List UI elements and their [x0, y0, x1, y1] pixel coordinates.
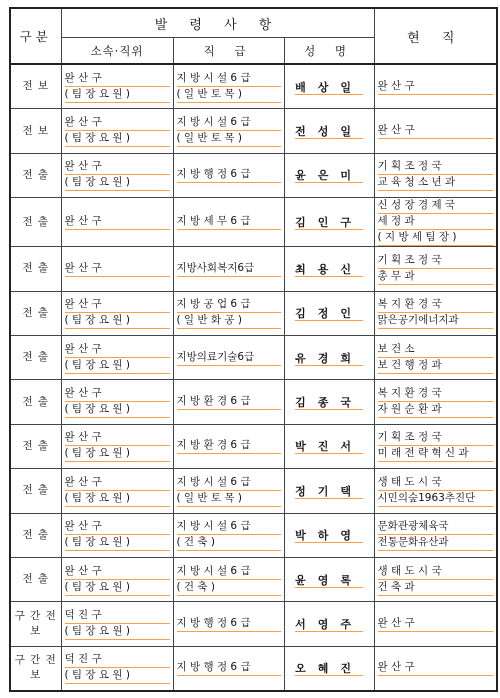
- table-row: [10, 109, 497, 153]
- row-current-position-line: 기 획 조 정 국: [378, 253, 494, 269]
- row-current-position: [374, 109, 497, 153]
- row-category: 전 출: [10, 291, 61, 335]
- row-affiliation: [61, 109, 173, 153]
- table-row: [10, 198, 497, 247]
- row-current-position-line: 시민의숲1963추진단: [378, 491, 494, 507]
- row-affiliation-line: 완 산 구: [65, 159, 170, 175]
- person-name-text: 김인구: [295, 216, 363, 230]
- person-name-text: 윤영록: [295, 573, 363, 587]
- row-grade-line: 지 방 시 설 6 급: [177, 115, 281, 131]
- header-grade: 직 급: [173, 38, 284, 65]
- row-grade: [173, 557, 284, 601]
- row-category: 전 출: [10, 198, 61, 247]
- header-affiliation: 소속·직위: [61, 38, 173, 65]
- row-grade-line: 지 방 시 설 6 급: [177, 71, 281, 87]
- row-current-position-line: 건 축 과: [378, 580, 494, 596]
- row-affiliation-line: 완 산 구: [65, 475, 170, 491]
- row-affiliation-line: ( 팀 장 요 원 ): [65, 491, 170, 507]
- table-row: [10, 469, 497, 513]
- row-affiliation-line: ( 팀 장 요 원 ): [65, 175, 170, 191]
- row-affiliation: [61, 557, 173, 601]
- header-current-position: 현 직: [374, 8, 497, 64]
- header-name: 성 명: [284, 38, 374, 65]
- person-name-text: 전성일: [295, 125, 363, 139]
- row-affiliation: [61, 424, 173, 468]
- row-person-name: [284, 646, 374, 691]
- row-category: 전 출: [10, 335, 61, 379]
- header-appointment: 발 령 사 항: [61, 8, 374, 38]
- table-row: [10, 64, 497, 109]
- person-name-text: 오혜진: [295, 662, 363, 676]
- row-person-name: [284, 602, 374, 646]
- row-grade-line: 지 방 시 설 6 급: [177, 564, 281, 580]
- header-gubun: 구분: [10, 8, 61, 64]
- row-grade: [173, 109, 284, 153]
- row-affiliation-line: 완 산 구: [65, 115, 170, 131]
- row-grade-line: 지 방 시 설 6 급: [177, 519, 281, 535]
- row-current-position-line: 완 산 구: [378, 79, 494, 95]
- row-current-position: [374, 247, 497, 291]
- row-affiliation: [61, 646, 173, 691]
- table-row: [10, 646, 497, 691]
- row-grade-line: 지 방 환 경 6 급: [177, 438, 281, 454]
- row-grade: [173, 198, 284, 247]
- row-affiliation-line: ( 팀 장 요 원 ): [65, 313, 170, 329]
- row-affiliation: [61, 602, 173, 646]
- row-person-name: [284, 198, 374, 247]
- row-category: 전 출: [10, 424, 61, 468]
- row-grade-line: ( 일 반 토 목 ): [177, 131, 281, 147]
- row-affiliation: [61, 64, 173, 109]
- row-current-position: [374, 198, 497, 247]
- row-current-position-line: 보 건 소: [378, 342, 494, 358]
- row-affiliation: [61, 469, 173, 513]
- table-row: [10, 247, 497, 291]
- row-current-position: [374, 557, 497, 601]
- row-affiliation: [61, 291, 173, 335]
- person-name-text: 서영주: [295, 617, 363, 631]
- table-row: [10, 335, 497, 379]
- row-current-position-line: 신 성 장 경 제 국: [378, 198, 494, 214]
- row-person-name: [284, 335, 374, 379]
- row-current-position-line: 보 건 행 정 과: [378, 358, 494, 374]
- row-affiliation-line: ( 팀 장 요 원 ): [65, 580, 170, 596]
- person-name-text: 유경희: [295, 351, 363, 365]
- person-name-text: 윤은미: [295, 169, 363, 183]
- row-person-name: [284, 513, 374, 557]
- row-grade-line: 지 방 환 경 6 급: [177, 394, 281, 410]
- row-current-position-line: 자 원 순 환 과: [378, 402, 494, 418]
- row-current-position: [374, 424, 497, 468]
- row-current-position-line: 복 지 환 경 국: [378, 297, 494, 313]
- row-category: 전 출: [10, 557, 61, 601]
- row-grade-line: ( 건 축 ): [177, 535, 281, 551]
- row-grade-line: 지방의료기술6급: [177, 350, 281, 366]
- table-row: [10, 153, 497, 197]
- row-person-name: [284, 153, 374, 197]
- row-grade: [173, 469, 284, 513]
- row-person-name: [284, 109, 374, 153]
- row-affiliation-line: ( 팀 장 요 원 ): [65, 87, 170, 103]
- row-grade-line: 지 방 행 정 6 급: [177, 616, 281, 632]
- row-current-position: [374, 64, 497, 109]
- row-affiliation-line: ( 팀 장 요 원 ): [65, 446, 170, 462]
- row-category: 전 보: [10, 64, 61, 109]
- person-name-text: 최용신: [295, 262, 363, 276]
- row-category: 전 출: [10, 513, 61, 557]
- row-current-position: [374, 380, 497, 424]
- row-category: 구 간 전 보: [10, 602, 61, 646]
- row-affiliation-line: ( 팀 장 요 원 ): [65, 402, 170, 418]
- row-current-position-line: 기 획 조 정 국: [378, 159, 494, 175]
- table-row: [10, 513, 497, 557]
- row-grade: [173, 64, 284, 109]
- row-affiliation-line: 완 산 구: [65, 430, 170, 446]
- person-name-text: 김종국: [295, 396, 363, 410]
- row-grade: [173, 335, 284, 379]
- row-grade: [173, 291, 284, 335]
- row-grade-line: ( 일 반 토 목 ): [177, 491, 281, 507]
- row-affiliation-line: ( 팀 장 요 원 ): [65, 535, 170, 551]
- row-grade: [173, 513, 284, 557]
- row-category: 구 간 전 보: [10, 646, 61, 691]
- row-current-position: [374, 469, 497, 513]
- row-grade: [173, 424, 284, 468]
- table-row: [10, 424, 497, 468]
- row-current-position-line: 총 무 과: [378, 269, 494, 285]
- row-current-position-line: 교 육 청 소 년 과: [378, 175, 494, 191]
- person-name-text: 박하영: [295, 529, 363, 543]
- row-person-name: [284, 424, 374, 468]
- row-current-position-line: 생 태 도 시 국: [378, 564, 494, 580]
- row-current-position-line: 문화관광체육국: [378, 519, 494, 535]
- row-affiliation: [61, 198, 173, 247]
- person-name-text: 배상일: [295, 80, 363, 94]
- row-affiliation: [61, 247, 173, 291]
- row-affiliation-line: 덕 진 구: [65, 608, 170, 624]
- row-grade-line: 지방사회복지6급: [177, 261, 281, 277]
- row-current-position-line: 생 태 도 시 국: [378, 475, 494, 491]
- row-grade: [173, 247, 284, 291]
- row-affiliation-line: 덕 진 구: [65, 652, 170, 668]
- row-current-position-line: 완 산 구: [378, 616, 494, 632]
- table-row: [10, 557, 497, 601]
- row-grade-line: ( 일 반 화 공 ): [177, 313, 281, 329]
- row-current-position: [374, 153, 497, 197]
- row-affiliation: [61, 153, 173, 197]
- row-current-position: [374, 291, 497, 335]
- row-person-name: [284, 469, 374, 513]
- row-affiliation-line: 완 산 구: [65, 71, 170, 87]
- row-current-position-line: 복 지 환 경 국: [378, 386, 494, 402]
- row-affiliation: [61, 335, 173, 379]
- row-current-position-line: ( 지 방 세 팀 장 ): [378, 230, 494, 246]
- row-grade: [173, 646, 284, 691]
- row-current-position-line: 미 래 전 략 혁 신 과: [378, 446, 494, 462]
- personnel-table: [9, 7, 498, 692]
- row-affiliation-line: 완 산 구: [65, 297, 170, 313]
- row-category: 전 출: [10, 380, 61, 424]
- row-category: 전 출: [10, 153, 61, 197]
- row-current-position: [374, 646, 497, 691]
- row-current-position-line: 맑은공기에너지과: [378, 313, 494, 329]
- person-name-text: 김정인: [295, 307, 363, 321]
- row-affiliation-line: 완 산 구: [65, 342, 170, 358]
- row-affiliation: [61, 513, 173, 557]
- row-current-position-line: 완 산 구: [378, 660, 494, 676]
- row-current-position-line: 기 획 조 정 국: [378, 430, 494, 446]
- row-current-position: [374, 513, 497, 557]
- row-current-position-line: 세 정 과: [378, 214, 494, 230]
- row-grade-line: 지 방 행 정 6 급: [177, 660, 281, 676]
- row-current-position: [374, 335, 497, 379]
- row-grade-line: 지 방 세 무 6 급: [177, 214, 281, 230]
- row-affiliation-line: ( 팀 장 요 원 ): [65, 131, 170, 147]
- row-affiliation-line: 완 산 구: [65, 214, 170, 230]
- row-person-name: [284, 557, 374, 601]
- row-grade-line: ( 일 반 토 목 ): [177, 87, 281, 103]
- row-person-name: [284, 64, 374, 109]
- row-current-position: [374, 602, 497, 646]
- row-grade-line: 지 방 행 정 6 급: [177, 167, 281, 183]
- row-grade: [173, 380, 284, 424]
- table-row: [10, 602, 497, 646]
- table-row: [10, 291, 497, 335]
- row-grade: [173, 602, 284, 646]
- person-name-text: 정기택: [295, 484, 363, 498]
- row-affiliation-line: 완 산 구: [65, 564, 170, 580]
- row-affiliation-line: 완 산 구: [65, 386, 170, 402]
- row-affiliation-line: ( 팀 장 요 원 ): [65, 358, 170, 374]
- row-affiliation-line: ( 팀 장 요 원 ): [65, 668, 170, 684]
- row-category: 전 출: [10, 247, 61, 291]
- row-person-name: [284, 380, 374, 424]
- row-current-position-line: 완 산 구: [378, 123, 494, 139]
- row-current-position-line: 전통문화유산과: [378, 535, 494, 551]
- row-grade-line: ( 건 축 ): [177, 580, 281, 596]
- row-grade-line: 지 방 공 업 6 급: [177, 297, 281, 313]
- row-affiliation-line: 완 산 구: [65, 519, 170, 535]
- row-category: 전 보: [10, 109, 61, 153]
- row-affiliation-line: ( 팀 장 요 원 ): [65, 624, 170, 640]
- row-affiliation-line: 완 산 구: [65, 261, 170, 277]
- row-person-name: [284, 247, 374, 291]
- row-affiliation: [61, 380, 173, 424]
- row-person-name: [284, 291, 374, 335]
- row-grade: [173, 153, 284, 197]
- table-row: [10, 380, 497, 424]
- row-grade-line: 지 방 시 설 6 급: [177, 475, 281, 491]
- row-category: 전 출: [10, 469, 61, 513]
- person-name-text: 박진서: [295, 440, 363, 454]
